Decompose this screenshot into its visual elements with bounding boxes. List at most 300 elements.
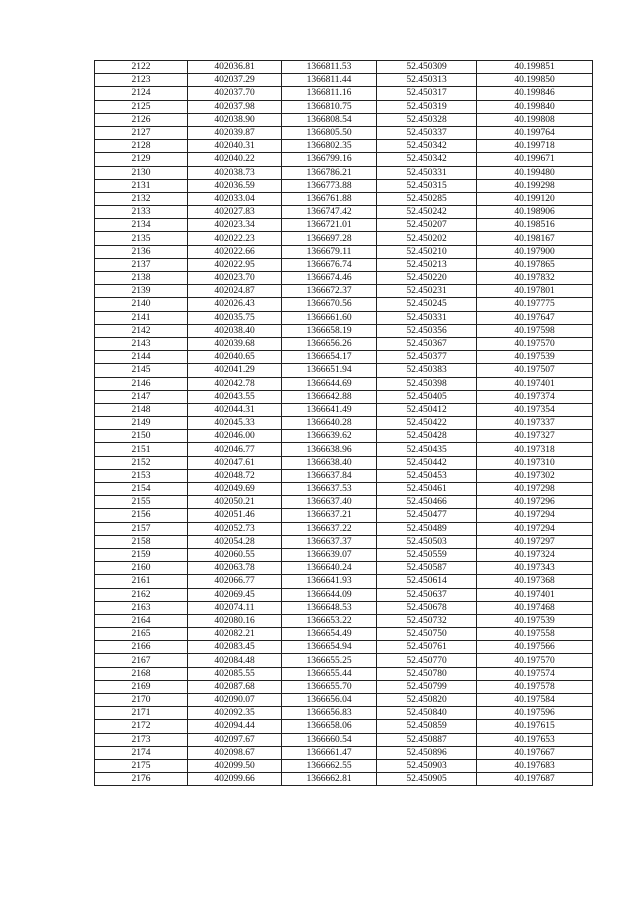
- longitude-cell: 40.197683: [477, 759, 593, 772]
- longitude-cell: 40.197327: [477, 430, 593, 443]
- x-coordinate-cell: 402040.22: [188, 153, 282, 166]
- x-coordinate-cell: 402099.66: [188, 773, 282, 786]
- x-coordinate-cell: 402060.55: [188, 548, 282, 561]
- table-row: [95, 351, 593, 364]
- y-coordinate-cell: 1366661.47: [282, 746, 377, 759]
- longitude-cell: 40.197368: [477, 575, 593, 588]
- latitude-cell: 52.450202: [377, 232, 477, 245]
- point-number-cell: 2148: [95, 403, 188, 416]
- x-coordinate-cell: 402038.73: [188, 166, 282, 179]
- table-row: [95, 575, 593, 588]
- longitude-cell: 40.199480: [477, 166, 593, 179]
- point-number-cell: 2159: [95, 548, 188, 561]
- x-coordinate-cell: 402094.44: [188, 720, 282, 733]
- table-row: [95, 377, 593, 390]
- table-row: [95, 522, 593, 535]
- longitude-cell: 40.197574: [477, 667, 593, 680]
- y-coordinate-cell: 1366697.28: [282, 232, 377, 245]
- longitude-cell: 40.197298: [477, 483, 593, 496]
- point-number-cell: 2173: [95, 733, 188, 746]
- x-coordinate-cell: 402069.45: [188, 588, 282, 601]
- y-coordinate-cell: 1366637.22: [282, 522, 377, 535]
- y-coordinate-cell: 1366655.70: [282, 680, 377, 693]
- point-number-cell: 2151: [95, 443, 188, 456]
- y-coordinate-cell: 1366670.56: [282, 298, 377, 311]
- x-coordinate-cell: 402048.72: [188, 469, 282, 482]
- latitude-cell: 52.450678: [377, 601, 477, 614]
- point-number-cell: 2168: [95, 667, 188, 680]
- y-coordinate-cell: 1366811.16: [282, 87, 377, 100]
- longitude-cell: 40.197900: [477, 245, 593, 258]
- y-coordinate-cell: 1366656.83: [282, 707, 377, 720]
- point-number-cell: 2169: [95, 680, 188, 693]
- longitude-cell: 40.199671: [477, 153, 593, 166]
- point-number-cell: 2161: [95, 575, 188, 588]
- longitude-cell: 40.197337: [477, 417, 593, 430]
- y-coordinate-cell: 1366660.54: [282, 733, 377, 746]
- y-coordinate-cell: 1366662.81: [282, 773, 377, 786]
- x-coordinate-cell: 402051.46: [188, 509, 282, 522]
- point-number-cell: 2165: [95, 628, 188, 641]
- x-coordinate-cell: 402022.95: [188, 258, 282, 271]
- y-coordinate-cell: 1366662.55: [282, 759, 377, 772]
- y-coordinate-cell: 1366811.44: [282, 74, 377, 87]
- latitude-cell: 52.450637: [377, 588, 477, 601]
- point-number-cell: 2144: [95, 351, 188, 364]
- table-row: [95, 614, 593, 627]
- y-coordinate-cell: 1366799.16: [282, 153, 377, 166]
- table-row: [95, 113, 593, 126]
- latitude-cell: 52.450213: [377, 258, 477, 271]
- x-coordinate-cell: 402044.31: [188, 403, 282, 416]
- point-number-cell: 2123: [95, 74, 188, 87]
- longitude-cell: 40.197310: [477, 456, 593, 469]
- latitude-cell: 52.450331: [377, 311, 477, 324]
- y-coordinate-cell: 1366655.25: [282, 654, 377, 667]
- longitude-cell: 40.199764: [477, 126, 593, 139]
- table-row: [95, 456, 593, 469]
- table-row: [95, 258, 593, 271]
- longitude-cell: 40.199850: [477, 74, 593, 87]
- table-row: [95, 192, 593, 205]
- latitude-cell: 52.450412: [377, 403, 477, 416]
- table-row: [95, 694, 593, 707]
- y-coordinate-cell: 1366638.96: [282, 443, 377, 456]
- table-row: [95, 509, 593, 522]
- latitude-cell: 52.450903: [377, 759, 477, 772]
- table-row: [95, 166, 593, 179]
- latitude-cell: 52.450245: [377, 298, 477, 311]
- longitude-cell: 40.197578: [477, 680, 593, 693]
- x-coordinate-cell: 402040.65: [188, 351, 282, 364]
- table-row: [95, 390, 593, 403]
- x-coordinate-cell: 402039.68: [188, 337, 282, 350]
- y-coordinate-cell: 1366773.88: [282, 179, 377, 192]
- x-coordinate-cell: 402038.40: [188, 324, 282, 337]
- table-row: [95, 548, 593, 561]
- x-coordinate-cell: 402037.29: [188, 74, 282, 87]
- y-coordinate-cell: 1366747.42: [282, 206, 377, 219]
- latitude-cell: 52.450466: [377, 496, 477, 509]
- point-number-cell: 2149: [95, 417, 188, 430]
- table-row: [95, 337, 593, 350]
- latitude-cell: 52.450220: [377, 272, 477, 285]
- table-row: [95, 588, 593, 601]
- table-row: [95, 496, 593, 509]
- latitude-cell: 52.450489: [377, 522, 477, 535]
- y-coordinate-cell: 1366637.84: [282, 469, 377, 482]
- table-row: [95, 628, 593, 641]
- latitude-cell: 52.450356: [377, 324, 477, 337]
- latitude-cell: 52.450442: [377, 456, 477, 469]
- x-coordinate-cell: 402041.29: [188, 364, 282, 377]
- longitude-cell: 40.197566: [477, 641, 593, 654]
- longitude-cell: 40.199808: [477, 113, 593, 126]
- table-row: [95, 100, 593, 113]
- latitude-cell: 52.450398: [377, 377, 477, 390]
- x-coordinate-cell: 402066.77: [188, 575, 282, 588]
- latitude-cell: 52.450461: [377, 483, 477, 496]
- y-coordinate-cell: 1366654.49: [282, 628, 377, 641]
- table-row: [95, 654, 593, 667]
- y-coordinate-cell: 1366641.49: [282, 403, 377, 416]
- latitude-cell: 52.450331: [377, 166, 477, 179]
- point-number-cell: 2172: [95, 720, 188, 733]
- table-row: [95, 535, 593, 548]
- longitude-cell: 40.197401: [477, 588, 593, 601]
- point-number-cell: 2166: [95, 641, 188, 654]
- latitude-cell: 52.450780: [377, 667, 477, 680]
- y-coordinate-cell: 1366661.60: [282, 311, 377, 324]
- longitude-cell: 40.198906: [477, 206, 593, 219]
- x-coordinate-cell: 402043.55: [188, 390, 282, 403]
- point-number-cell: 2171: [95, 707, 188, 720]
- longitude-cell: 40.197302: [477, 469, 593, 482]
- point-number-cell: 2175: [95, 759, 188, 772]
- table-row: [95, 272, 593, 285]
- x-coordinate-cell: 402083.45: [188, 641, 282, 654]
- x-coordinate-cell: 402052.73: [188, 522, 282, 535]
- y-coordinate-cell: 1366644.69: [282, 377, 377, 390]
- latitude-cell: 52.450732: [377, 614, 477, 627]
- longitude-cell: 40.197539: [477, 614, 593, 627]
- x-coordinate-cell: 402023.70: [188, 272, 282, 285]
- point-number-cell: 2122: [95, 61, 188, 74]
- y-coordinate-cell: 1366648.53: [282, 601, 377, 614]
- latitude-cell: 52.450315: [377, 179, 477, 192]
- table-row: [95, 733, 593, 746]
- longitude-cell: 40.197667: [477, 746, 593, 759]
- longitude-cell: 40.197647: [477, 311, 593, 324]
- point-number-cell: 2146: [95, 377, 188, 390]
- longitude-cell: 40.197801: [477, 285, 593, 298]
- latitude-cell: 52.450435: [377, 443, 477, 456]
- x-coordinate-cell: 402033.04: [188, 192, 282, 205]
- x-coordinate-cell: 402038.90: [188, 113, 282, 126]
- longitude-cell: 40.197318: [477, 443, 593, 456]
- longitude-cell: 40.197374: [477, 390, 593, 403]
- table-row: [95, 773, 593, 786]
- x-coordinate-cell: 402097.67: [188, 733, 282, 746]
- latitude-cell: 52.450231: [377, 285, 477, 298]
- y-coordinate-cell: 1366639.07: [282, 548, 377, 561]
- point-number-cell: 2135: [95, 232, 188, 245]
- point-number-cell: 2152: [95, 456, 188, 469]
- latitude-cell: 52.450383: [377, 364, 477, 377]
- table-row: [95, 746, 593, 759]
- table-row: [95, 74, 593, 87]
- table-row: [95, 562, 593, 575]
- table-row: [95, 311, 593, 324]
- latitude-cell: 52.450405: [377, 390, 477, 403]
- longitude-cell: 40.199840: [477, 100, 593, 113]
- point-number-cell: 2157: [95, 522, 188, 535]
- table-row: [95, 87, 593, 100]
- latitude-cell: 52.450761: [377, 641, 477, 654]
- longitude-cell: 40.197775: [477, 298, 593, 311]
- table-row: [95, 153, 593, 166]
- x-coordinate-cell: 402036.59: [188, 179, 282, 192]
- table-row: [95, 483, 593, 496]
- y-coordinate-cell: 1366651.94: [282, 364, 377, 377]
- y-coordinate-cell: 1366786.21: [282, 166, 377, 179]
- point-number-cell: 2139: [95, 285, 188, 298]
- point-number-cell: 2126: [95, 113, 188, 126]
- longitude-cell: 40.197584: [477, 694, 593, 707]
- point-number-cell: 2131: [95, 179, 188, 192]
- longitude-cell: 40.198167: [477, 232, 593, 245]
- longitude-cell: 40.197401: [477, 377, 593, 390]
- point-number-cell: 2170: [95, 694, 188, 707]
- x-coordinate-cell: 402050.21: [188, 496, 282, 509]
- y-coordinate-cell: 1366810.75: [282, 100, 377, 113]
- point-number-cell: 2162: [95, 588, 188, 601]
- longitude-cell: 40.197832: [477, 272, 593, 285]
- longitude-cell: 40.197343: [477, 562, 593, 575]
- y-coordinate-cell: 1366655.44: [282, 667, 377, 680]
- coordinate-table: [94, 60, 593, 786]
- latitude-cell: 52.450317: [377, 87, 477, 100]
- x-coordinate-cell: 402080.16: [188, 614, 282, 627]
- longitude-cell: 40.197354: [477, 403, 593, 416]
- table-row: [95, 206, 593, 219]
- point-number-cell: 2150: [95, 430, 188, 443]
- point-number-cell: 2127: [95, 126, 188, 139]
- x-coordinate-cell: 402046.00: [188, 430, 282, 443]
- y-coordinate-cell: 1366674.46: [282, 272, 377, 285]
- longitude-cell: 40.197653: [477, 733, 593, 746]
- point-number-cell: 2154: [95, 483, 188, 496]
- y-coordinate-cell: 1366654.17: [282, 351, 377, 364]
- longitude-cell: 40.197294: [477, 509, 593, 522]
- point-number-cell: 2167: [95, 654, 188, 667]
- x-coordinate-cell: 402036.81: [188, 61, 282, 74]
- longitude-cell: 40.197468: [477, 601, 593, 614]
- y-coordinate-cell: 1366721.01: [282, 219, 377, 232]
- latitude-cell: 52.450905: [377, 773, 477, 786]
- point-number-cell: 2130: [95, 166, 188, 179]
- point-number-cell: 2128: [95, 140, 188, 153]
- y-coordinate-cell: 1366641.93: [282, 575, 377, 588]
- table-row: [95, 667, 593, 680]
- point-number-cell: 2158: [95, 535, 188, 548]
- y-coordinate-cell: 1366642.88: [282, 390, 377, 403]
- latitude-cell: 52.450750: [377, 628, 477, 641]
- longitude-cell: 40.197294: [477, 522, 593, 535]
- x-coordinate-cell: 402045.33: [188, 417, 282, 430]
- x-coordinate-cell: 402084.48: [188, 654, 282, 667]
- point-number-cell: 2142: [95, 324, 188, 337]
- x-coordinate-cell: 402027.83: [188, 206, 282, 219]
- x-coordinate-cell: 402098.67: [188, 746, 282, 759]
- y-coordinate-cell: 1366808.54: [282, 113, 377, 126]
- point-number-cell: 2137: [95, 258, 188, 271]
- point-number-cell: 2147: [95, 390, 188, 403]
- point-number-cell: 2156: [95, 509, 188, 522]
- point-number-cell: 2160: [95, 562, 188, 575]
- x-coordinate-cell: 402090.07: [188, 694, 282, 707]
- x-coordinate-cell: 402037.70: [188, 87, 282, 100]
- longitude-cell: 40.197570: [477, 337, 593, 350]
- x-coordinate-cell: 402023.34: [188, 219, 282, 232]
- y-coordinate-cell: 1366640.24: [282, 562, 377, 575]
- longitude-cell: 40.197687: [477, 773, 593, 786]
- table-row: [95, 126, 593, 139]
- x-coordinate-cell: 402022.66: [188, 245, 282, 258]
- table-row: [95, 601, 593, 614]
- table-row: [95, 759, 593, 772]
- longitude-cell: 40.197296: [477, 496, 593, 509]
- longitude-cell: 40.197570: [477, 654, 593, 667]
- longitude-cell: 40.197539: [477, 351, 593, 364]
- latitude-cell: 52.450896: [377, 746, 477, 759]
- y-coordinate-cell: 1366679.11: [282, 245, 377, 258]
- x-coordinate-cell: 402082.21: [188, 628, 282, 641]
- table-row: [95, 443, 593, 456]
- longitude-cell: 40.199120: [477, 192, 593, 205]
- latitude-cell: 52.450477: [377, 509, 477, 522]
- longitude-cell: 40.197558: [477, 628, 593, 641]
- y-coordinate-cell: 1366640.28: [282, 417, 377, 430]
- table-row: [95, 364, 593, 377]
- y-coordinate-cell: 1366637.53: [282, 483, 377, 496]
- latitude-cell: 52.450285: [377, 192, 477, 205]
- x-coordinate-cell: 402039.87: [188, 126, 282, 139]
- y-coordinate-cell: 1366637.37: [282, 535, 377, 548]
- latitude-cell: 52.450559: [377, 548, 477, 561]
- longitude-cell: 40.197297: [477, 535, 593, 548]
- longitude-cell: 40.197596: [477, 707, 593, 720]
- x-coordinate-cell: 402099.50: [188, 759, 282, 772]
- latitude-cell: 52.450820: [377, 694, 477, 707]
- table-row: [95, 245, 593, 258]
- point-number-cell: 2134: [95, 219, 188, 232]
- point-number-cell: 2129: [95, 153, 188, 166]
- y-coordinate-cell: 1366658.19: [282, 324, 377, 337]
- longitude-cell: 40.197507: [477, 364, 593, 377]
- x-coordinate-cell: 402087.68: [188, 680, 282, 693]
- point-number-cell: 2141: [95, 311, 188, 324]
- y-coordinate-cell: 1366802.35: [282, 140, 377, 153]
- latitude-cell: 52.450328: [377, 113, 477, 126]
- latitude-cell: 52.450207: [377, 219, 477, 232]
- point-number-cell: 2174: [95, 746, 188, 759]
- table-row: [95, 430, 593, 443]
- point-number-cell: 2143: [95, 337, 188, 350]
- y-coordinate-cell: 1366654.94: [282, 641, 377, 654]
- latitude-cell: 52.450337: [377, 126, 477, 139]
- latitude-cell: 52.450377: [377, 351, 477, 364]
- y-coordinate-cell: 1366672.37: [282, 285, 377, 298]
- x-coordinate-cell: 402026.43: [188, 298, 282, 311]
- latitude-cell: 52.450799: [377, 680, 477, 693]
- latitude-cell: 52.450242: [377, 206, 477, 219]
- longitude-cell: 40.197865: [477, 258, 593, 271]
- table-row: [95, 720, 593, 733]
- latitude-cell: 52.450453: [377, 469, 477, 482]
- x-coordinate-cell: 402085.55: [188, 667, 282, 680]
- y-coordinate-cell: 1366761.88: [282, 192, 377, 205]
- y-coordinate-cell: 1366637.21: [282, 509, 377, 522]
- table-row: [95, 179, 593, 192]
- table-row: [95, 469, 593, 482]
- longitude-cell: 40.199851: [477, 61, 593, 74]
- x-coordinate-cell: 402049.69: [188, 483, 282, 496]
- longitude-cell: 40.199298: [477, 179, 593, 192]
- latitude-cell: 52.450342: [377, 153, 477, 166]
- x-coordinate-cell: 402074.11: [188, 601, 282, 614]
- table-row: [95, 140, 593, 153]
- point-number-cell: 2132: [95, 192, 188, 205]
- y-coordinate-cell: 1366637.40: [282, 496, 377, 509]
- latitude-cell: 52.450770: [377, 654, 477, 667]
- x-coordinate-cell: 402047.61: [188, 456, 282, 469]
- latitude-cell: 52.450859: [377, 720, 477, 733]
- y-coordinate-cell: 1366656.26: [282, 337, 377, 350]
- point-number-cell: 2164: [95, 614, 188, 627]
- table-row: [95, 61, 593, 74]
- latitude-cell: 52.450309: [377, 61, 477, 74]
- point-number-cell: 2125: [95, 100, 188, 113]
- latitude-cell: 52.450614: [377, 575, 477, 588]
- latitude-cell: 52.450319: [377, 100, 477, 113]
- point-number-cell: 2138: [95, 272, 188, 285]
- y-coordinate-cell: 1366656.04: [282, 694, 377, 707]
- y-coordinate-cell: 1366639.62: [282, 430, 377, 443]
- point-number-cell: 2176: [95, 773, 188, 786]
- coordinate-table-body: [95, 61, 593, 786]
- x-coordinate-cell: 402024.87: [188, 285, 282, 298]
- longitude-cell: 40.199846: [477, 87, 593, 100]
- point-number-cell: 2145: [95, 364, 188, 377]
- y-coordinate-cell: 1366653.22: [282, 614, 377, 627]
- point-number-cell: 2153: [95, 469, 188, 482]
- point-number-cell: 2133: [95, 206, 188, 219]
- x-coordinate-cell: 402042.78: [188, 377, 282, 390]
- latitude-cell: 52.450840: [377, 707, 477, 720]
- table-row: [95, 298, 593, 311]
- x-coordinate-cell: 402037.98: [188, 100, 282, 113]
- table-row: [95, 680, 593, 693]
- longitude-cell: 40.199718: [477, 140, 593, 153]
- latitude-cell: 52.450367: [377, 337, 477, 350]
- y-coordinate-cell: 1366658.06: [282, 720, 377, 733]
- x-coordinate-cell: 402035.75: [188, 311, 282, 324]
- y-coordinate-cell: 1366811.53: [282, 61, 377, 74]
- table-row: [95, 417, 593, 430]
- y-coordinate-cell: 1366676.74: [282, 258, 377, 271]
- latitude-cell: 52.450210: [377, 245, 477, 258]
